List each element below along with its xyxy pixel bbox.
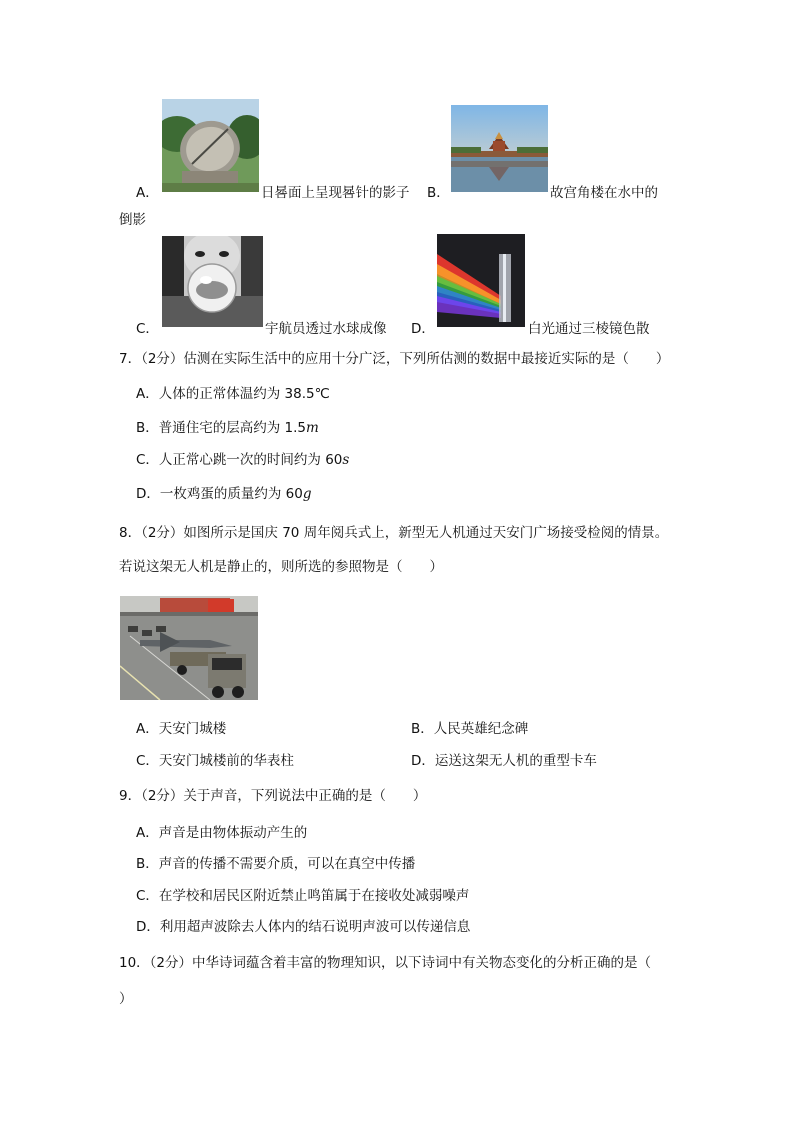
q10-stem-line1: 10．（2分）中华诗词蕴含着丰富的物理知识，以下诗词中有关物态变化的分析正确的是（	[119, 955, 652, 971]
sundial-photo	[162, 99, 259, 192]
q6-option-a-caption: 日晷面上呈现晷针的影子	[261, 185, 410, 201]
q9-option-c: C．在学校和居民区附近禁止鸣笛属于在接收处减弱噪声	[136, 888, 470, 904]
q6-option-b-caption: 故宫角楼在水中的	[550, 185, 658, 201]
unit-s: s	[342, 452, 350, 468]
q7-option-b: B．普通住宅的层高约为 1.5m	[136, 420, 319, 436]
astronaut-water-ball-photo	[162, 236, 263, 327]
q6-option-d-letter: D．	[411, 321, 435, 337]
q8-option-a: A．天安门城楼	[136, 721, 227, 737]
q6-option-c-letter: C．	[136, 321, 159, 337]
q8-option-d: D．运送这架无人机的重型卡车	[411, 753, 597, 769]
q9-option-a: A．声音是由物体振动产生的	[136, 825, 308, 841]
q6-option-a-letter: A．	[136, 185, 159, 201]
q7-option-d: D．一枚鸡蛋的质量约为 60g	[136, 486, 312, 502]
q6-option-c-caption: 宇航员透过水球成像	[265, 321, 387, 337]
q9-option-d: D．利用超声波除去人体内的结石说明声波可以传递信息	[136, 919, 471, 935]
q6-option-b-letter: B．	[427, 185, 450, 201]
q8-option-b: B．人民英雄纪念碑	[411, 721, 529, 737]
q7-option-c: C．人正常心跳一次的时间约为 60s	[136, 452, 350, 468]
unit-g: g	[302, 486, 312, 502]
q9-stem: 9．（2分）关于声音，下列说法中正确的是（ ）	[119, 788, 427, 804]
q10-stem-line2: ）	[119, 991, 133, 1007]
palace-corner-tower-photo	[451, 105, 548, 192]
q9-option-b: B．声音的传播不需要介质，可以在真空中传播	[136, 856, 416, 872]
q8-option-c: C．天安门城楼前的华表柱	[136, 753, 294, 769]
drone-parade-photo	[120, 596, 258, 700]
unit-m: m	[306, 420, 319, 436]
q6-option-d-caption: 白光通过三棱镜色散	[528, 321, 650, 337]
prism-dispersion-photo	[437, 234, 525, 327]
q6-option-b-caption-wrap: 倒影	[119, 212, 146, 228]
q8-stem-line2: 若说这架无人机是静止的，则所选的参照物是（ ）	[119, 559, 443, 575]
q7-stem: 7．（2分）估测在实际生活中的应用十分广泛，下列所估测的数据中最接近实际的是（ ）	[119, 351, 670, 367]
q8-stem-line1: 8．（2分）如图所示是国庆 70 周年阅兵式上，新型无人机通过天安门广场接受检阅的情景。	[119, 525, 669, 541]
q7-option-a: A．人体的正常体温约为 38.5℃	[136, 386, 330, 402]
